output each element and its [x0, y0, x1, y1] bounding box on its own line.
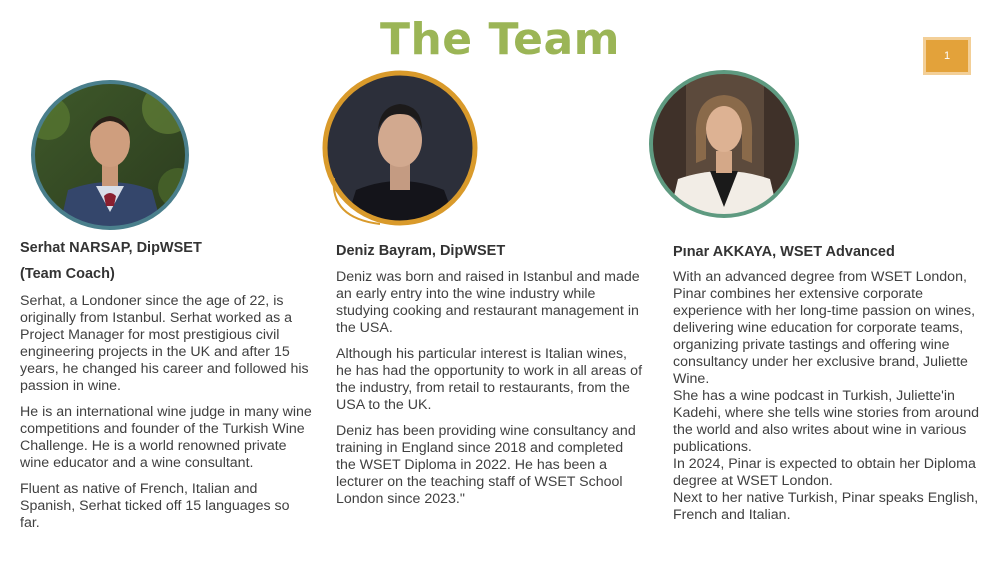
deniz-photo [320, 68, 482, 228]
bio-paragraph: Next to her native Turkish, Pinar speaks English, French and Italian. [673, 490, 979, 523]
bio-paragraph: He is an international wine judge in many wine competitions and founder of the Turkish Wine Challenge. He is a world renowned private wine educator and a wine consultant. [20, 404, 312, 471]
bio-paragraph: She has a wine podcast in Turkish, Juliette'in Kadehi, where she tells wine stories from around the world and also writes about wine in various publications. [673, 388, 979, 455]
pinar-photo [646, 67, 802, 221]
bio-paragraph: Deniz was born and raised in Istanbul and made an early entry into the wine industry while studying cooking and restaurant management in the USA. [336, 269, 640, 336]
member-role: (Team Coach) [20, 266, 115, 282]
bio-paragraph: In 2024, Pinar is expected to obtain her Diploma degree at WSET London. [673, 456, 976, 489]
member-bio [20, 293, 312, 541]
bio-paragraph: With an advanced degree from WSET London, Pinar combines her extensive corporate experience with her long-time passion on wines, delivering wine education for corporate teams, organizing private tastings and offering wine consultancy under her exclusive brand, Juliette Wine. [673, 269, 976, 387]
bio-paragraph: Serhat, a Londoner since the age of 22, is originally from Istanbul. Serhat worked as a Project Manager for most prestigious civil engineering projects in the UK and after 15 years, he changed his career and followed his passion in wine. [20, 293, 309, 394]
page-title: The Team [379, 14, 621, 65]
member-name: Deniz Bayram, DipWSET [336, 243, 506, 259]
member-bio [336, 269, 644, 517]
member-name: Pınar AKKAYA, WSET Advanced [673, 244, 895, 260]
bio-paragraph: Fluent as native of French, Italian and Spanish, Serhat ticked off 15 languages so far. [20, 481, 290, 531]
bio-paragraph: Deniz has been providing wine consultancy and training in England since 2018 and completed the WSET Diploma in 2022. He has been a lecturer on the teaching staff of WSET School London since 2023." [336, 423, 636, 507]
bio-paragraph: Although his particular interest is Italian wines, he has had the opportunity to work in all areas of the industry, from retail to restaurants, from the USA to the UK. [336, 346, 643, 413]
member-name: Serhat NARSAP, DipWSET [20, 240, 202, 256]
page-number-badge: 1 [923, 37, 971, 75]
member-bio [673, 269, 979, 524]
serhat-photo [28, 78, 194, 234]
